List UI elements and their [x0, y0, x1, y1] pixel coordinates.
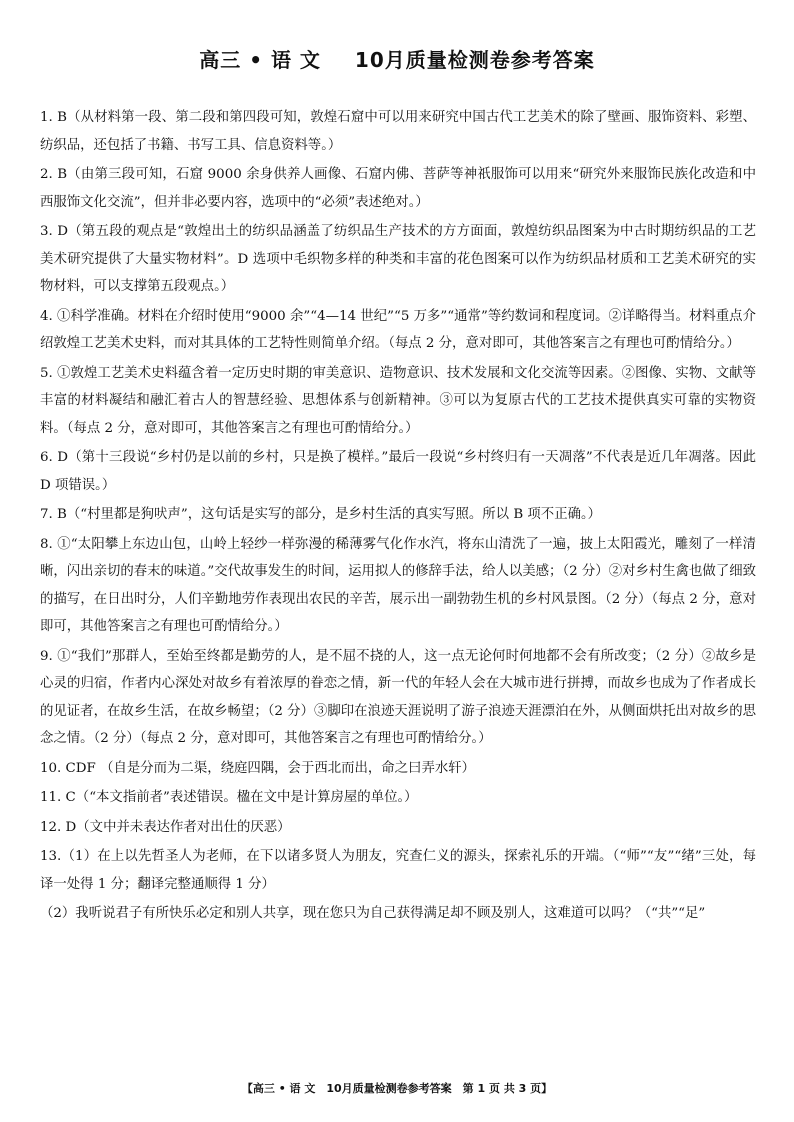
answer-2: 2. B（由第三段可知，石窟 9000 余身供养人画像、石窟内佛、菩萨等神祇服饰可以用来“研究外来服饰民族化改造和中西服饰文化交流”，但并非必要内容，选项中的“必须”表述绝对。）: [40, 167, 756, 210]
subject-label: 高三 • 语 文: [199, 48, 321, 72]
answer-5: 5. ①敦煌工艺美术史料蕴含着一定历史时期的审美意识、造物意识、技术发展和文化交流等因素。②图像、实物、文献等丰富的材料凝结和融汇着古人的智慧经验、思想体系与创新精神。③可以为复原古代的工艺技术提供真实可靠的实物资料。（每点 2 分，意对即可，其他答案言之有理也可酌情给分。）: [40, 365, 756, 436]
answer-12: 12. D（文中并未表达作者对出仕的厌恶）: [40, 819, 291, 835]
answer-4: 4. ①科学准确。材料在介绍时使用“9000 余”“4—14 世纪”“5 万多”“通常”等约数词和程度词。②详略得当。材料重点介绍敦煌工艺美术史料，而对其具体的工艺特性则简单介绍。（每点 2 分，意对即可，其他答案言之有理也可酌情给分。）: [40, 308, 756, 351]
answer-13-part-2: （2）我听说君子有所快乐必定和别人共享，现在您只为自己获得满足却不顾及别人，这难道可以吗？（“共”“足”: [40, 906, 706, 921]
answer-6: 6. D（第十三段说“乡村仍是以前的乡村，只是换了模样。”最后一段说“乡村终归有一天凋落”不代表是近几年凋落。因此 D 项错误。）: [40, 450, 756, 493]
exam-title: 10月质量检测卷参考答案: [354, 48, 595, 72]
answer-7: 7. B（“村里都是狗吠声”，这句话是实写的部分，是乡村生活的真实写照。所以 B 项不正确。）: [40, 507, 602, 522]
page-footer: 【高三 • 语 文 10月质量检测卷参考答案 第 1 页 共 3 页】: [241, 1082, 553, 1095]
answer-8: 8. ①“太阳攀上东边山包，山岭上轻纱一样弥漫的稀薄雾气化作水汽，将东山清洗了一遍，披上太阳霞光，雕刻了一样清晰，闪出亲切的春末的味道。”交代故事发生的时间，运用拟人的修辞手法，给人以美感；（2 分）②对乡村生禽也做了细致的描写，在日出时分，人们辛勤地劳作表现出农民的辛苦，展示出一副勃勃生机的乡村风景图。（2 分）（每点 2 分，意对即可，其他答案言之有理也可酌情给分。）: [40, 536, 756, 634]
answer-1: 1. B（从材料第一段、第二段和第四段可知，敦煌石窟中可以用来研究中国古代工艺美术的除了壁画、服饰资料、彩塑、纺织品，还包括了书籍、书写工具、信息资料等。）: [40, 110, 756, 153]
answer-3: 3. D（第五段的观点是“敦煌出土的纺织品涵盖了纺织品生产技术的方方面面，敦煌纺织品图案为中古时期纺织品的工艺美术研究提供了大量实物材料”。D 选项中毛织物多样的种类和丰富的花色图案可以作为纺织品材质和工艺美术研究的实物材料，可以支撑第五段观点。）: [40, 224, 756, 294]
answer-11: 11. C（“本文指前者”表述错误。楹在文中是计算房屋的单位。）: [40, 790, 418, 805]
page-title: [0, 44, 794, 73]
answer-10: 10. CDF （自是分而为二渠，绕庭四隅，会于西北而出，命之曰弄水轩）: [40, 760, 476, 776]
answer-9: 9. ①“我们”那群人，至始至终都是勤劳的人，是不屈不挠的人，这一点无论何时何地都不会有所改变；（2 分）②故乡是心灵的归宿，作者内心深处对故乡有着浓厚的眷恋之情，新一代的年轻人会在大城市进行拼搏，而故乡也成为了作者成长的见证者，在故乡生活，在故乡畅望；（2 分）③脚印在浪迹天涯说明了游子浪迹天涯漂泊在外，从侧面烘托出对故乡的思念之情。（2 分）（每点 2 分，意对即可，其他答案言之有理也可酌情给分。）: [40, 648, 756, 746]
answer-13-part-1: 13.（1）在上以先哲圣人为老师，在下以诸多贤人为朋友，究查仁义的源头，探索礼乐的开端。（“师”“友”“绪”三处，每译一处得 1 分；翻译完整通顺得 1 分）: [40, 849, 756, 892]
answer-list: [40, 104, 756, 928]
